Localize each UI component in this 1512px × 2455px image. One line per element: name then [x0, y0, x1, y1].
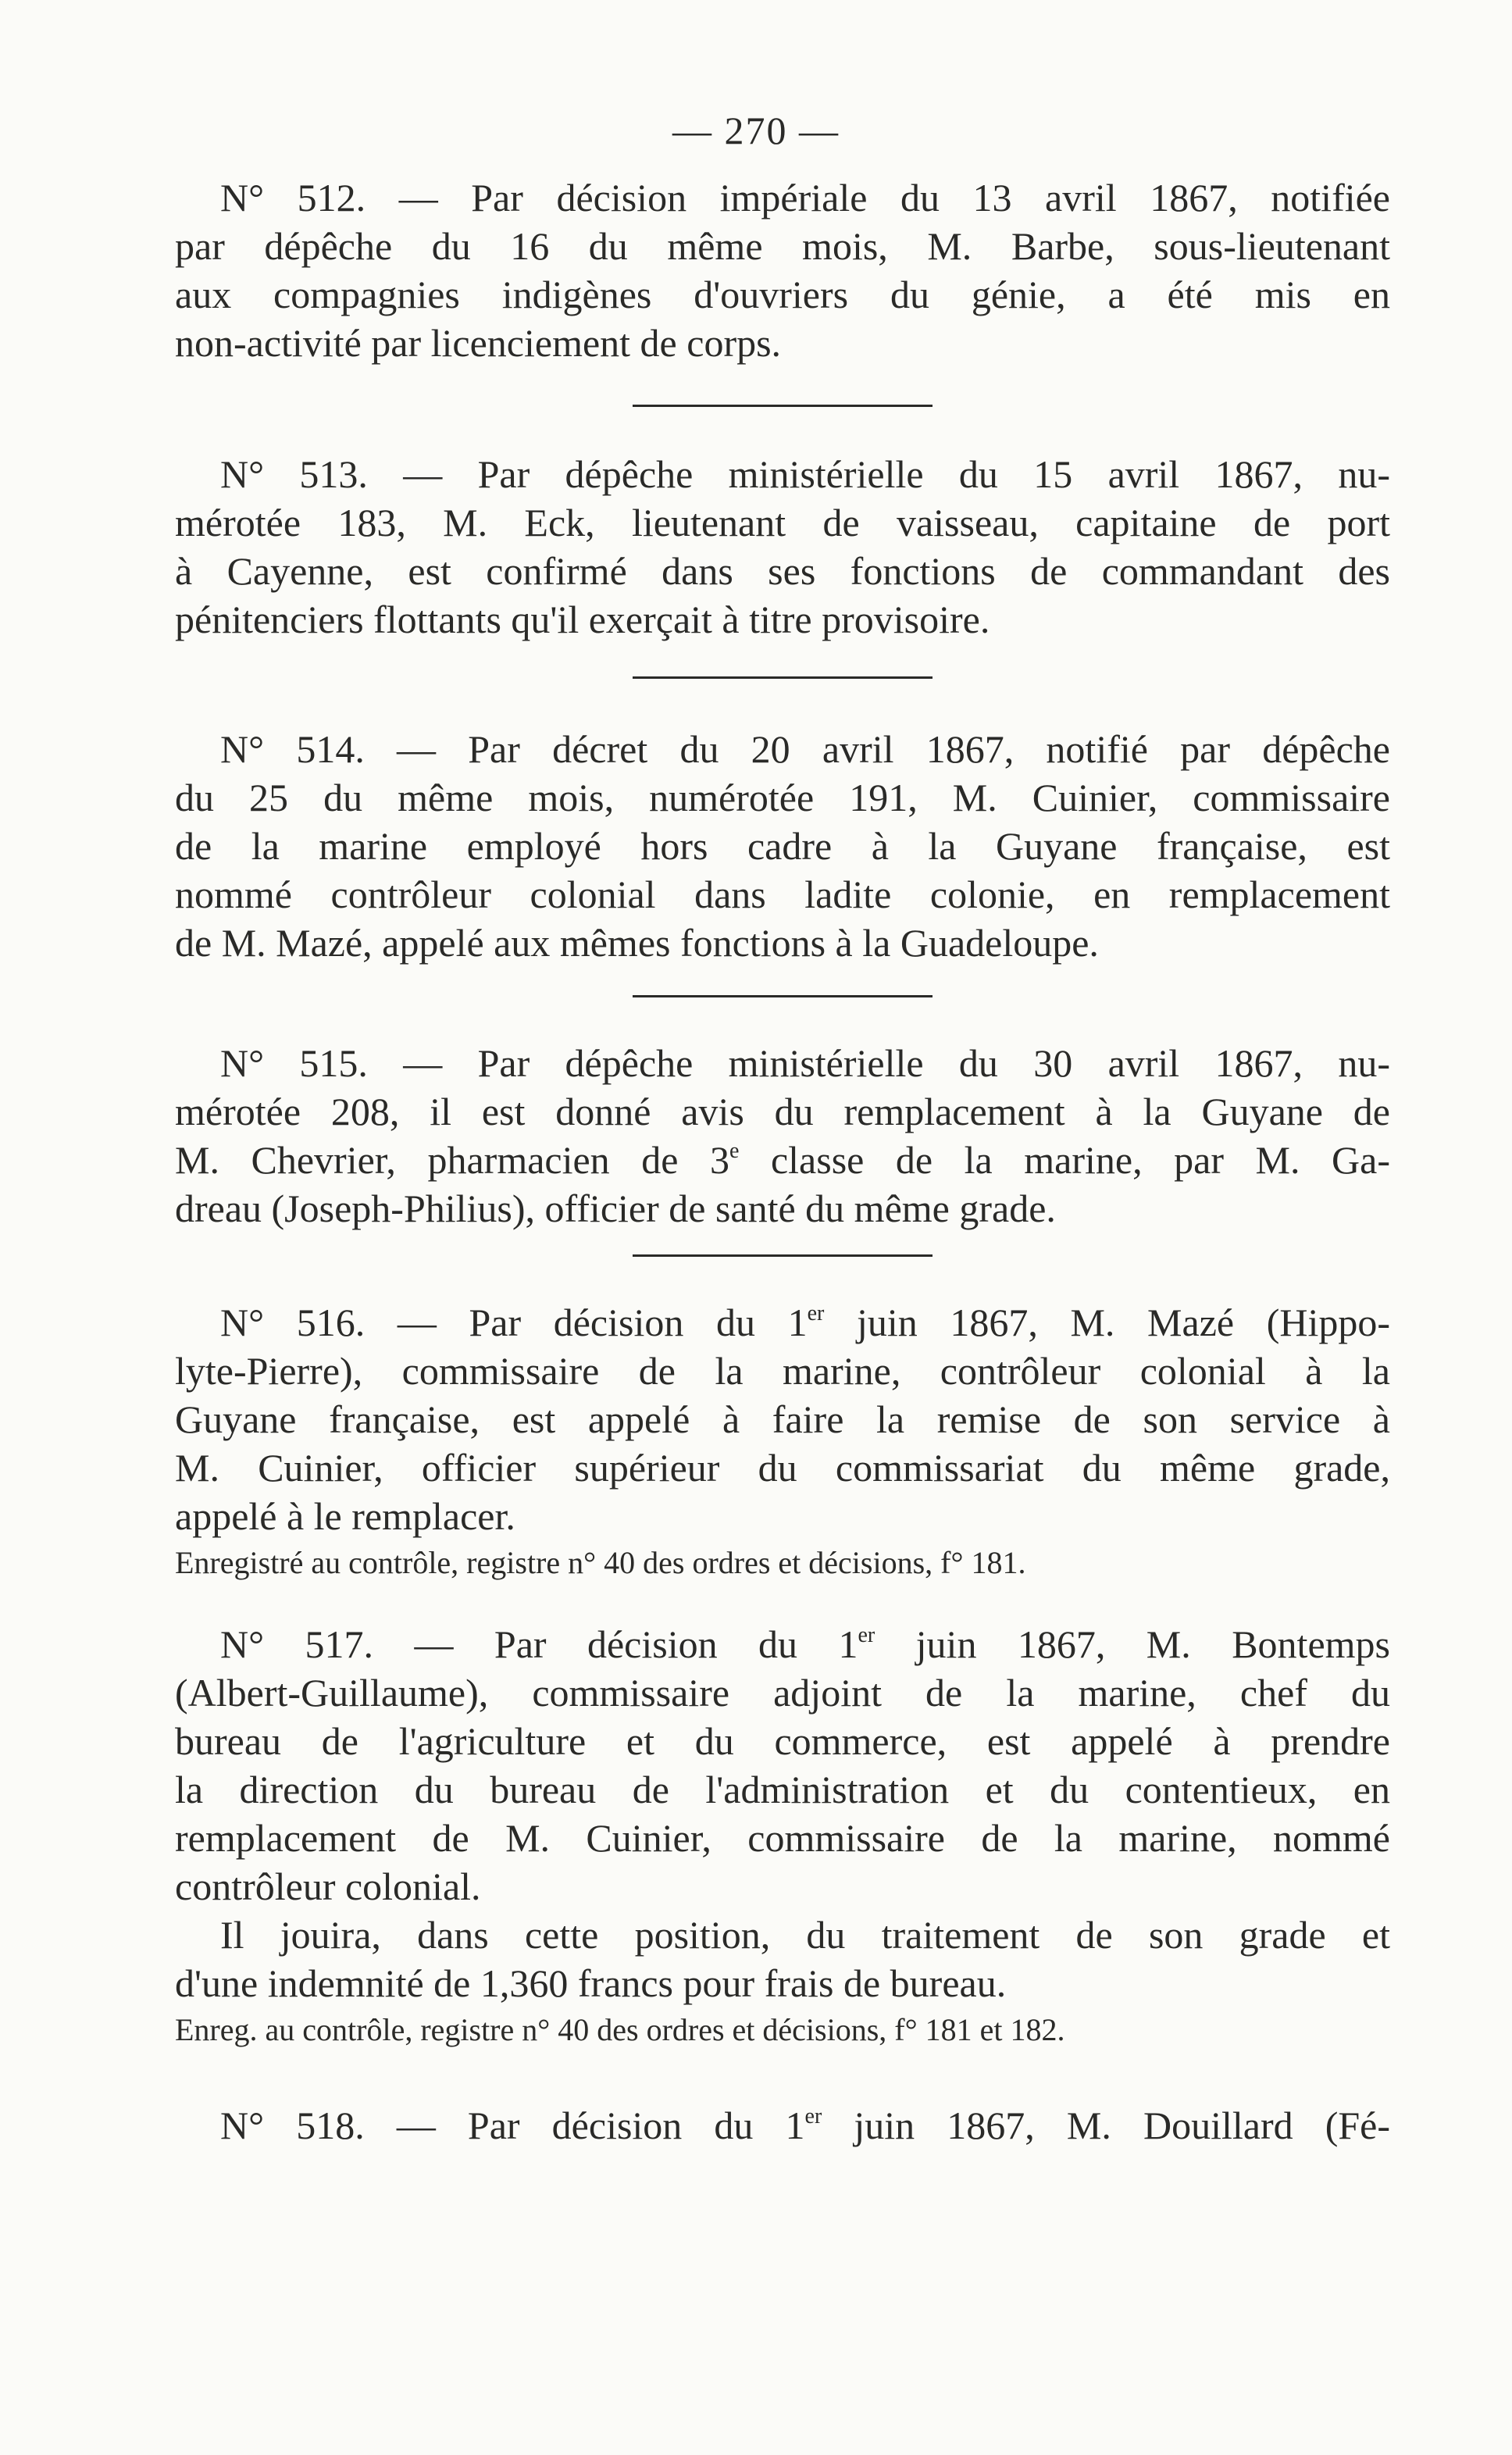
text-line: N° 515. — Par dépêche ministérielle du 30 avril 1867, nu- [220, 1041, 1390, 1085]
text-line: mérotée 183, M. Eck, lieutenant de vaisseau, capitaine de port [175, 501, 1390, 544]
superscript: er [804, 2104, 822, 2128]
text-segment: juin 1867, M. Bontemps [875, 1622, 1390, 1666]
separator-rule [633, 405, 933, 407]
text-line: pénitenciers flottants qu'il exerçait à titre provisoire. [175, 598, 990, 641]
text-segment: M. Chevrier, pharmacien de 3 [175, 1138, 729, 1182]
text-line: d'une indemnité de 1,360 francs pour frais de bureau. [175, 1961, 1007, 2005]
text-line: M. Cuinier, officier supérieur du commissariat du même grade, [175, 1446, 1390, 1490]
text-line: lyte-Pierre), commissaire de la marine, contrôleur colonial à la [175, 1349, 1390, 1393]
text-line: de la marine employé hors cadre à la Guyane française, est [175, 824, 1390, 868]
text-line [175, 1136, 1390, 1184]
text-line: la direction du bureau de l'administration et du contentieux, en [175, 1768, 1390, 1811]
text-segment: N° 518. — Par décision du 1 [220, 2104, 805, 2147]
text-segment: juin 1867, M. Mazé (Hippo- [824, 1301, 1390, 1344]
text-line: du 25 du même mois, numérotée 191, M. Cuinier, commissaire [175, 776, 1390, 819]
separator-rule [633, 1254, 933, 1257]
text-line: N° 514. — Par décret du 20 avril 1867, notifié par dépêche [220, 727, 1390, 771]
text-line: N° 512. — Par décision impériale du 13 avril 1867, notifiée [220, 176, 1390, 219]
text-line: nommé contrôleur colonial dans ladite colonie, en remplacement [175, 872, 1390, 916]
separator-rule [633, 676, 933, 679]
text-line: (Albert-Guillaume), commissaire adjoint de la marine, chef du [175, 1671, 1390, 1715]
text-line: appelé à le remplacer. [175, 1494, 515, 1538]
text-line [175, 1620, 1390, 1668]
text-segment: juin 1867, M. Douillard (Fé- [822, 2104, 1390, 2147]
text-segment: classe de la marine, par M. Ga- [739, 1138, 1391, 1182]
text-line: remplacement de M. Cuinier, commissaire de la marine, nommé [175, 1816, 1390, 1860]
text-line: par dépêche du 16 du même mois, M. Barbe, sous-lieutenant [175, 224, 1390, 268]
separator-rule [633, 995, 933, 997]
text-line: mérotée 208, il est donné avis du remplacement à la Guyane de [175, 1090, 1390, 1133]
registration-note: Enreg. au contrôle, registre n° 40 des ordres et décisions, f° 181 et 182. [175, 2012, 1065, 2047]
superscript: er [807, 1301, 825, 1326]
text-line: à Cayenne, est confirmé dans ses fonctions de commandant des [175, 549, 1390, 593]
entry-515 [175, 1039, 1390, 1233]
entry-516 [175, 1298, 1390, 1586]
text-segment: N° 516. — Par décision du 1 [220, 1301, 808, 1344]
text-line [175, 2101, 1390, 2150]
entry-514 [175, 725, 1390, 967]
text-line: N° 513. — Par dépêche ministérielle du 15 avril 1867, nu- [220, 452, 1390, 496]
text-line: aux compagnies indigènes d'ouvriers du génie, a été mis en [175, 273, 1390, 316]
superscript: e [729, 1139, 740, 1163]
text-line [175, 1298, 1390, 1347]
superscript: er [858, 1623, 875, 1647]
entry-513 [175, 450, 1390, 644]
text-line: bureau de l'agriculture et du commerce, est appelé à prendre [175, 1719, 1390, 1763]
registration-note: Enregistré au contrôle, registre n° 40 des ordres et décisions, f° 181. [175, 1545, 1026, 1580]
text-line: non-activité par licenciement de corps. [175, 321, 782, 365]
page-number: — 270 — [672, 109, 840, 152]
text-segment: N° 517. — Par décision du 1 [220, 1622, 858, 1666]
text-line: dreau (Joseph-Philius), officier de santé du même grade. [175, 1186, 1056, 1230]
text-line: Guyane française, est appelé à faire la remise de son service à [175, 1397, 1390, 1441]
entry-517 [175, 1620, 1390, 2053]
entry-518 [175, 2101, 1390, 2150]
text-line: contrôleur colonial. [175, 1864, 481, 1908]
entry-512 [175, 173, 1390, 367]
text-line: Il jouira, dans cette position, du traitement de son grade et [220, 1913, 1390, 1957]
text-line: de M. Mazé, appelé aux mêmes fonctions à la Guadeloupe. [175, 921, 1099, 965]
